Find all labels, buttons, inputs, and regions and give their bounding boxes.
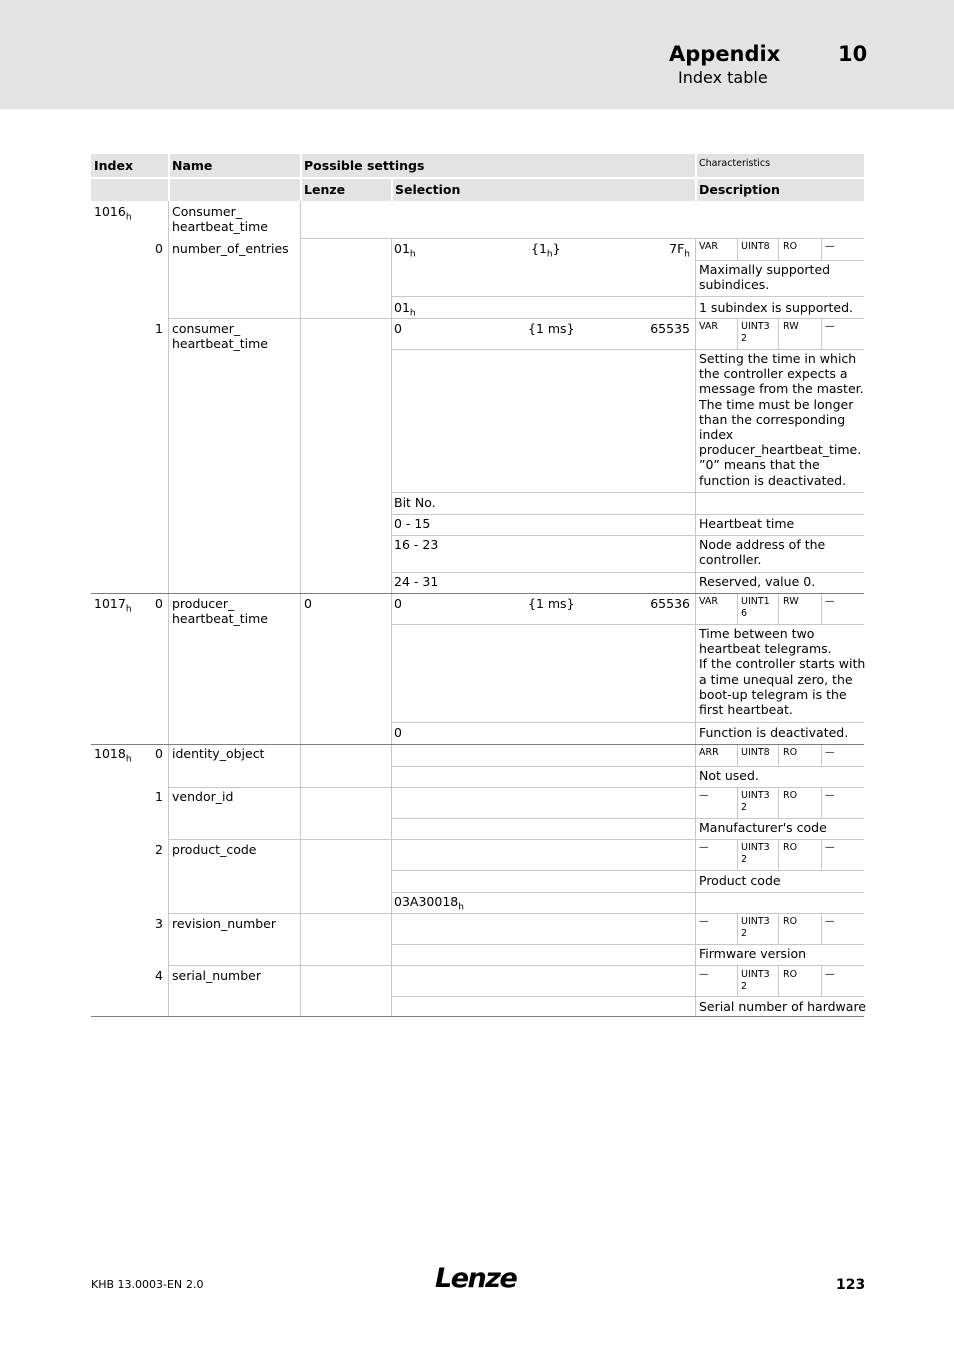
char-extra: — xyxy=(825,842,835,853)
document-number: KHB 13.0003-EN xyxy=(91,1278,183,1291)
col-header-description: Description xyxy=(699,182,780,197)
value-0: 0 xyxy=(394,725,402,740)
char-access: RO xyxy=(783,916,798,927)
selection-max: 65536 xyxy=(650,596,690,611)
bit-no-label: Bit No. xyxy=(394,495,436,510)
char-extra: — xyxy=(825,747,835,758)
name-consumer-heartbeat-time: consumer_ heartbeat_time xyxy=(172,321,268,352)
name-revision-number: revision_number xyxy=(172,916,277,931)
description-1018-3: Firmware version xyxy=(699,946,807,961)
char-type: VAR xyxy=(699,241,718,252)
char-datatype: UINT3 2 xyxy=(741,790,770,813)
char-datatype: UINT3 2 xyxy=(741,321,770,344)
char-access: RW xyxy=(783,321,799,332)
chapter-title: Appendix xyxy=(669,42,781,66)
description-1016-1: Setting the time in which the controller expects a message from the master. The time must be longer than the corresponding index producer_heartbeat_time. ”0” means that the function is deactivated. xyxy=(699,351,864,488)
subindex-1016-1: 1 xyxy=(155,321,163,336)
char-datatype: UINT1 6 xyxy=(741,596,770,619)
char-extra: — xyxy=(825,596,835,607)
description-1018-1: Manufacturer's code xyxy=(699,820,827,835)
char-extra: — xyxy=(825,916,835,927)
char-type: — xyxy=(699,969,709,980)
bit-range-16-23: 16 - 23 xyxy=(394,537,439,552)
selection-step: {1 ms} xyxy=(528,321,575,336)
selection-min: $01_h$ xyxy=(394,241,416,260)
char-access: RW xyxy=(783,596,799,607)
name-producer-heartbeat-time: producer_ heartbeat_time xyxy=(172,596,268,627)
lenze-logo: Lenze xyxy=(435,1263,517,1294)
index-1018: $1018_h$ xyxy=(94,746,132,765)
selection-max: $7F_h$ xyxy=(669,241,690,260)
col-header-index: Index xyxy=(94,158,134,173)
char-access: RO xyxy=(783,969,798,980)
char-datatype: UINT3 2 xyxy=(741,969,770,992)
name-number-of-entries: number_of_entries xyxy=(172,241,289,256)
char-extra: — xyxy=(825,321,835,332)
value-0-description: Function is deactivated. xyxy=(699,725,849,740)
col-header-name: Name xyxy=(172,158,213,173)
subindex-1017-0: 0 xyxy=(155,596,163,611)
bit-range-16-23-description: Node address of the controller. xyxy=(699,537,826,568)
index-1017: $1017_h$ xyxy=(94,596,132,615)
subindex-1016-0: 0 xyxy=(155,241,163,256)
subindex-1018-2: 2 xyxy=(155,842,163,857)
bit-range-0-15-description: Heartbeat time xyxy=(699,516,795,531)
col-header-characteristics: Characteristics xyxy=(699,158,771,169)
description-1018-0: Not used. xyxy=(699,768,759,783)
char-datatype: UINT8 xyxy=(741,747,770,758)
char-access: RO xyxy=(783,241,798,252)
description-1017: Time between two heartbeat telegrams. If the controller starts with a time unequal zero, the boot-up telegram is the first heartbeat. xyxy=(699,626,866,718)
char-datatype: UINT3 2 xyxy=(741,916,770,939)
name-vendor-id: vendor_id xyxy=(172,789,234,804)
name-serial-number: serial_number xyxy=(172,968,261,983)
subindex-1018-4: 4 xyxy=(155,968,163,983)
page-number: 123 xyxy=(836,1277,866,1293)
subindex-1018-1: 1 xyxy=(155,789,163,804)
name-1016: Consumer_ heartbeat_time xyxy=(172,204,268,235)
char-extra: — xyxy=(825,969,835,980)
subindex-1018-0: 0 xyxy=(155,746,163,761)
char-extra: — xyxy=(825,790,835,801)
selection-step: $\{1_h\}$ xyxy=(531,241,561,260)
char-datatype: UINT8 xyxy=(741,241,770,252)
char-type: — xyxy=(699,842,709,853)
value-01h: $01_h$ xyxy=(394,300,416,319)
page-header xyxy=(0,0,954,109)
selection-min: 0 xyxy=(394,321,402,336)
description-1018-4: Serial number of hardware xyxy=(699,999,866,1014)
value-product-code: $03A30018_h$ xyxy=(394,894,464,913)
bit-range-24-31-description: Reserved, value 0. xyxy=(699,574,816,589)
chapter-number: 10 xyxy=(838,42,868,66)
char-datatype: UINT3 2 xyxy=(741,842,770,865)
char-type: ARR xyxy=(699,747,719,758)
selection-max: 65535 xyxy=(650,321,690,336)
char-access: RO xyxy=(783,790,798,801)
char-type: — xyxy=(699,790,709,801)
description-1018-2: Product code xyxy=(699,873,781,888)
description-1016-0: Maximally supported subindices. xyxy=(699,262,831,293)
col-header-possible-settings: Possible settings xyxy=(304,158,425,173)
bit-range-0-15: 0 - 15 xyxy=(394,516,431,531)
name-product-code: product_code xyxy=(172,842,257,857)
char-access: RO xyxy=(783,842,798,853)
subindex-1018-3: 3 xyxy=(155,916,163,931)
document-version: 2.0 xyxy=(186,1278,204,1291)
section-subtitle: Index table xyxy=(678,68,768,87)
lenze-default: 0 xyxy=(304,596,312,611)
value-01h-description: 1 subindex is supported. xyxy=(699,300,854,315)
col-header-lenze: Lenze xyxy=(304,182,346,197)
char-type: VAR xyxy=(699,321,718,332)
char-extra: — xyxy=(825,241,835,252)
name-identity-object: identity_object xyxy=(172,746,265,761)
bit-range-24-31: 24 - 31 xyxy=(394,574,439,589)
selection-step: {1 ms} xyxy=(528,596,575,611)
index-1016: $1016_h$ xyxy=(94,204,132,223)
col-header-selection: Selection xyxy=(395,182,461,197)
char-type: — xyxy=(699,916,709,927)
char-access: RO xyxy=(783,747,798,758)
char-type: VAR xyxy=(699,596,718,607)
selection-min: 0 xyxy=(394,596,402,611)
